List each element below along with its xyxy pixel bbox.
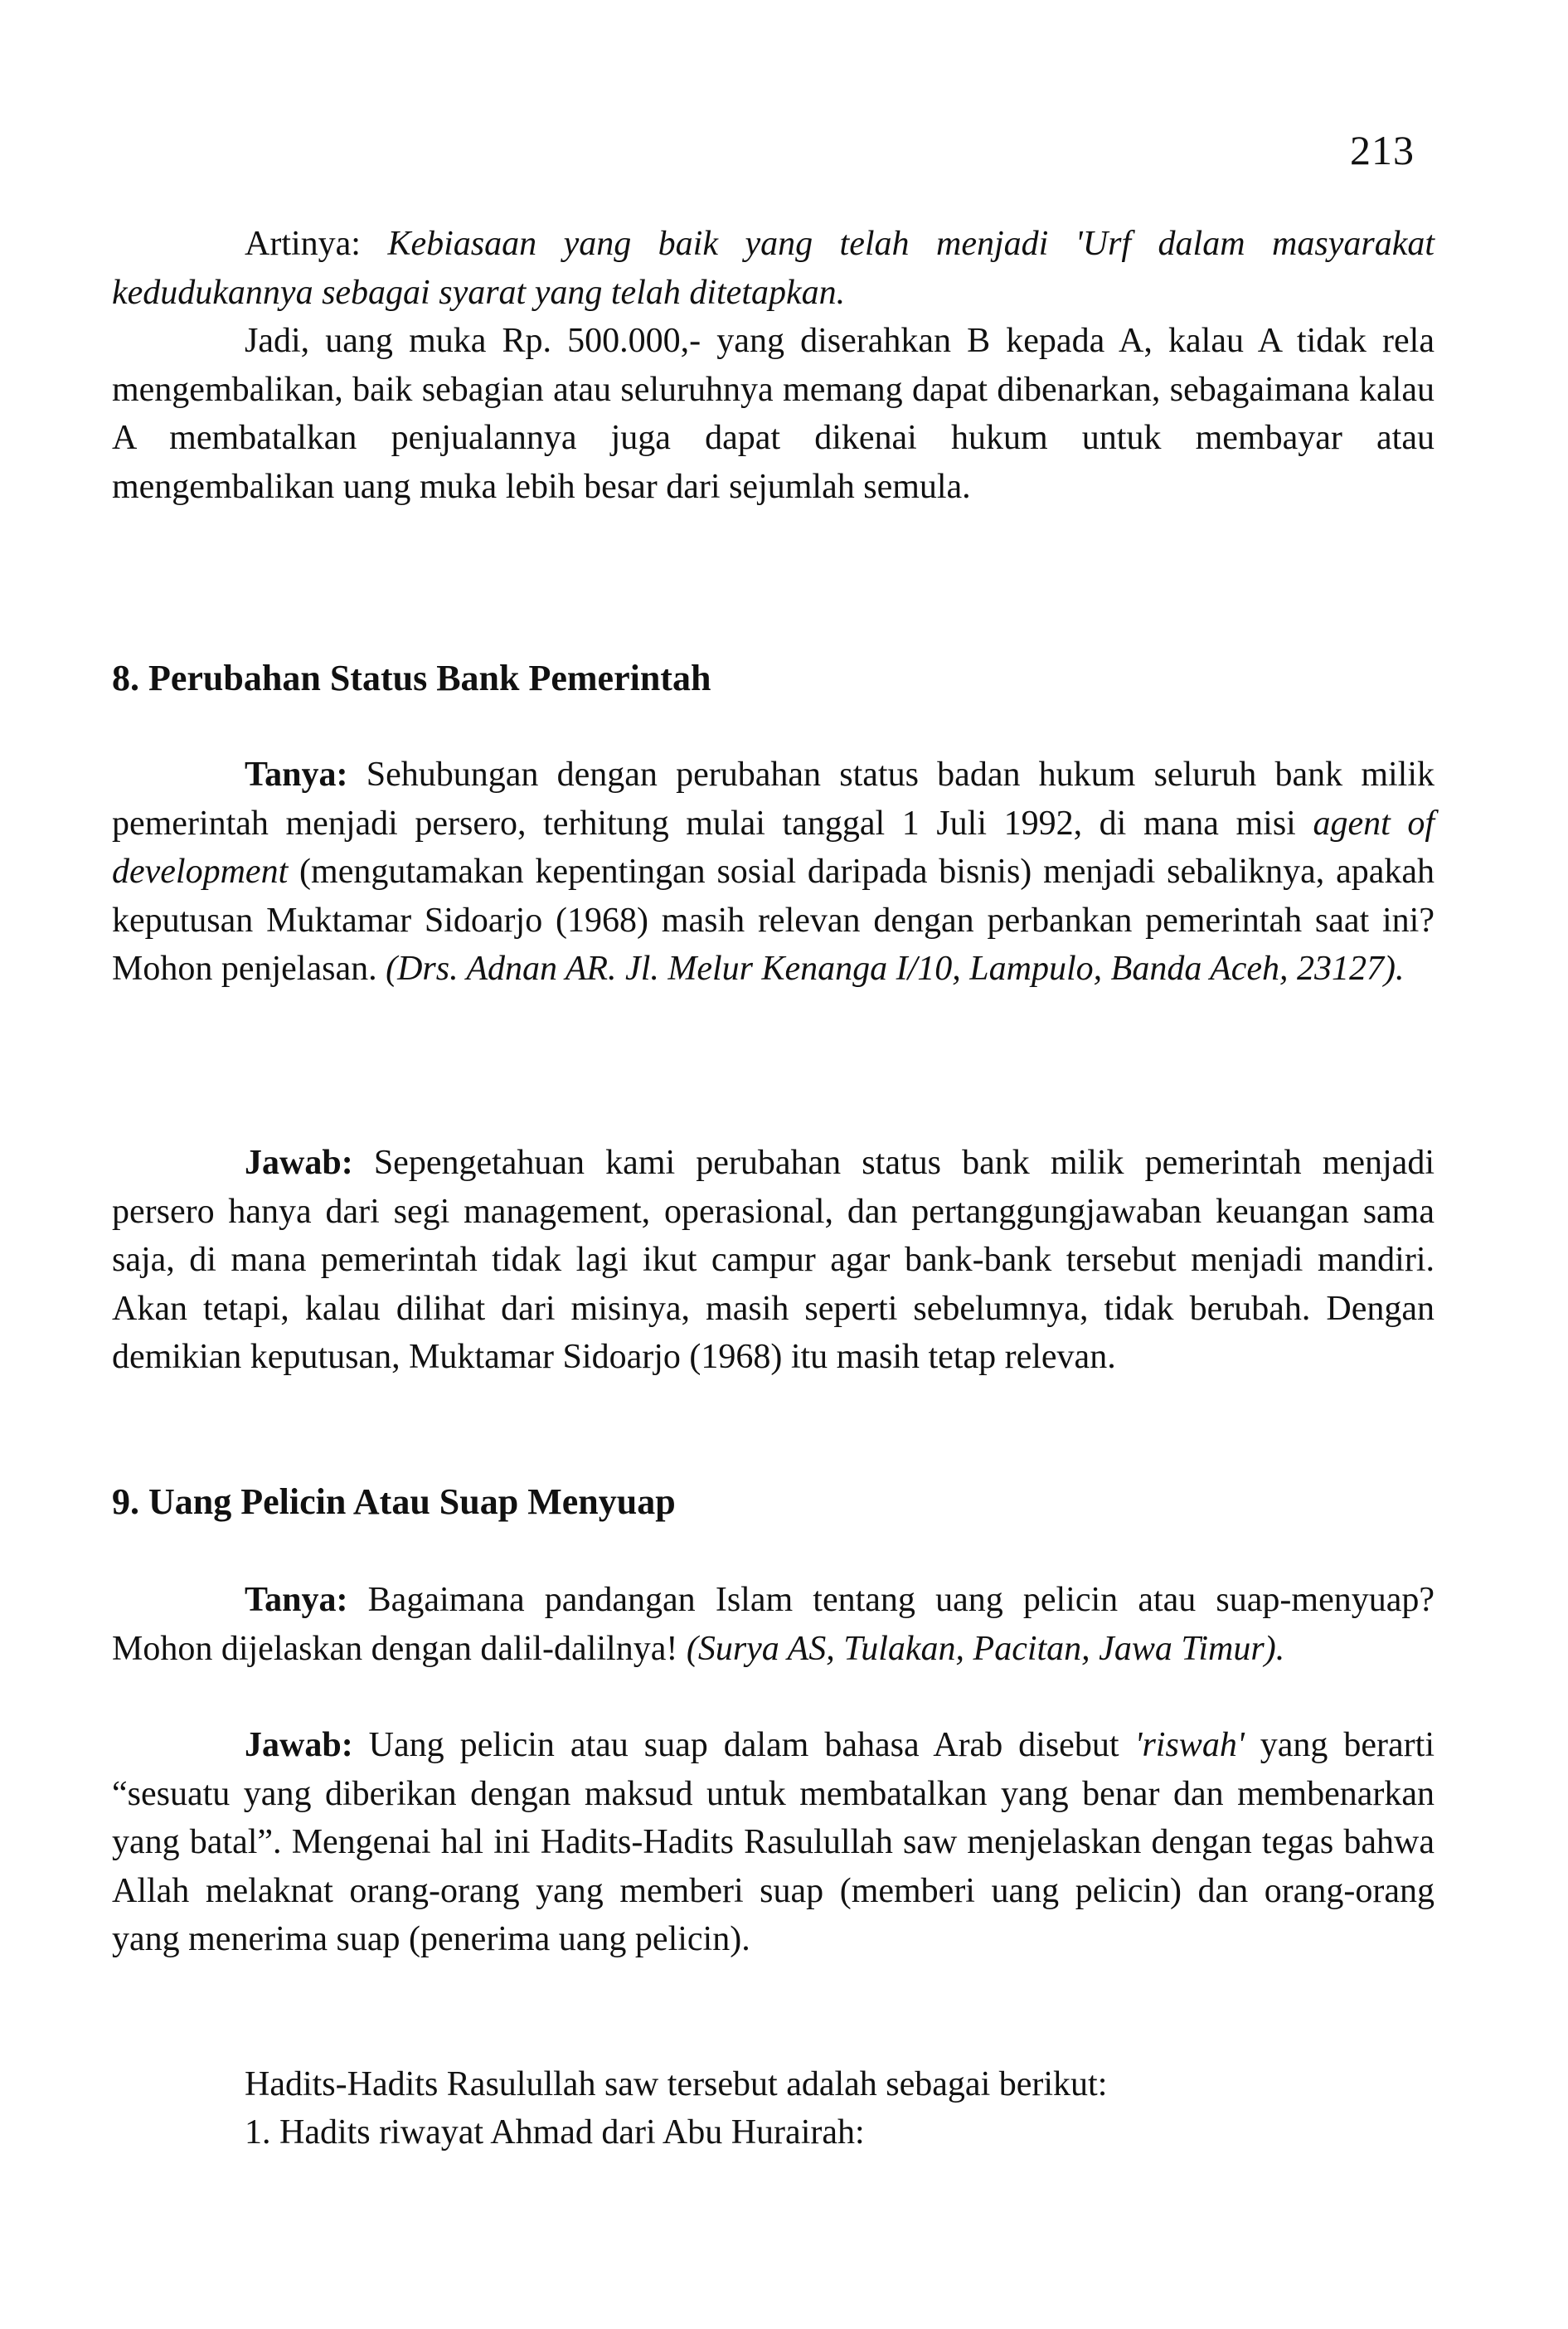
riswah-term: 'riswah' <box>1134 1726 1245 1764</box>
answer-text-a: Uang pelicin atau suap dalam bahasa Arab disebut <box>368 1726 1119 1764</box>
section-9-question <box>112 1576 1435 1673</box>
question-text: Bagaimana pandangan Islam tentang uang pelicin atau suap-menyuap? Mohon dijelaskan dengan dalil-dalilnya! <box>112 1581 1435 1668</box>
question-text-a: Sehubungan dengan perubahan status badan hukum seluruh bank milik pemerintah menjadi persero, terhitung mulai tanggal 1 Juli 1992, di mana misi <box>112 756 1435 843</box>
question-text-b: (mengutamakan kepentingan sosial daripada bisnis) menjadi sebaliknya, apakah keputusan Muktamar Sidoarjo (1968) masih relevan dengan perbankan pemerintah saat ini? Mohon penjelasan. <box>112 853 1435 988</box>
tanya-label: Tanya: <box>245 1581 348 1619</box>
section-9-answer <box>112 1721 1435 1964</box>
hadits-list-item-1: 1. Hadits riwayat Ahmad dari Abu Hurairah: <box>245 2113 865 2152</box>
questioner-signature: (Surya AS, Tulakan, Pacitan, Jawa Timur). <box>686 1629 1285 1668</box>
artinya-label: Artinya: <box>245 225 361 263</box>
tanya-label: Tanya: <box>245 756 348 794</box>
hadits-intro-paragraph: Hadits-Hadits Rasulullah saw tersebut adalah sebagai berikut: <box>245 2065 1108 2103</box>
section-8-heading: 8. Perubahan Status Bank Pemerintah <box>112 658 711 698</box>
question-emphasis: agent of development <box>112 804 1435 891</box>
section-9-heading: 9. Uang Pelicin Atau Suap Menyuap <box>112 1481 676 1522</box>
section-8-answer <box>112 1139 1435 1382</box>
jawab-label: Jawab: <box>245 1726 353 1764</box>
answer-text-b: yang berarti “sesuatu yang diberikan dengan maksud untuk membatalkan yang benar dan membenarkan yang batal”. Mengenai hal ini Hadits-Hadits Rasulullah saw menjelaskan dengan tegas bahwa Allah melaknat orang-orang yang memberi suap (memberi uang pelicin) dan orang-orang yang menerima suap (penerima uang pelicin). <box>112 1726 1435 1958</box>
answer-text: Sepengetahuan kami perubahan status bank milik pemerintah menjadi persero hanya dari segi management, operasional, dan pertanggungjawaban keuangan sama saja, di mana pemerintah tidak lagi ikut campur agar bank-bank tersebut menjadi mandiri. Akan tetapi, kalau dilihat dari misinya, masih seperti sebelumnya, tidak berubah. Dengan demikian keputusan, Muktamar Sidoarjo (1968) itu masih tetap relevan. <box>112 1144 1435 1376</box>
jawab-label: Jawab: <box>245 1144 353 1182</box>
page-number: 213 <box>1350 127 1415 173</box>
uang-muka-paragraph: Jadi, uang muka Rp. 500.000,- yang diserahkan B kepada A, kalau A tidak rela mengembalikan, baik sebagian atau seluruhnya memang dapat dibenarkan, sebagaimana kalau A membatalkan penjualannya juga dapat dikenai hukum untuk membayar atau mengembalikan uang muka lebih besar dari sejumlah semula. <box>112 322 1435 506</box>
section-8-question <box>112 751 1435 994</box>
questioner-signature: (Drs. Adnan AR. Jl. Melur Kenanga I/10, Lampulo, Banda Aceh, 23127). <box>386 950 1405 988</box>
artinya-translation: Kebiasaan yang baik yang telah menjadi 'Urf dalam masyarakat kedudukannya sebagai syarat yang telah ditetapkan. <box>112 225 1435 312</box>
artinya-paragraph <box>112 220 1435 317</box>
